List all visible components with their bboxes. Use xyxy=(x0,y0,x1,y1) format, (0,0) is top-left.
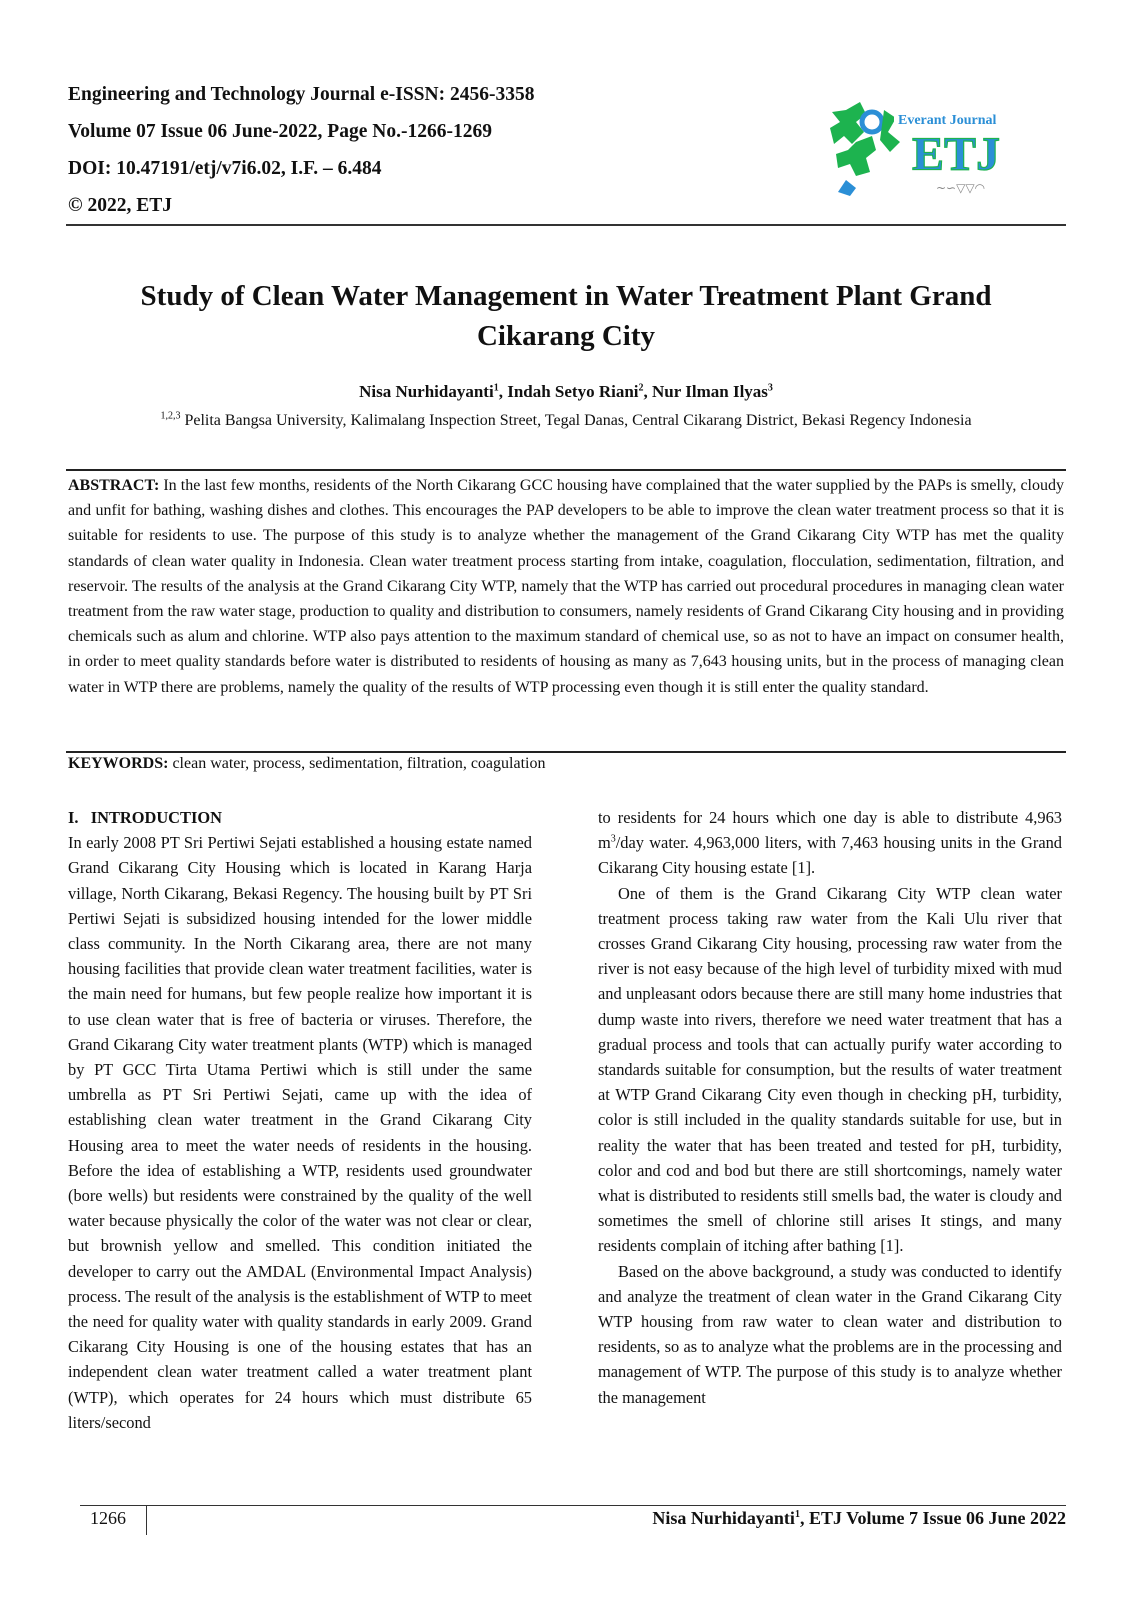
footer-author: Nisa Nurhidayanti xyxy=(652,1508,795,1528)
abstract-label: ABSTRACT: xyxy=(68,477,160,494)
journal-volume-pages: Volume 07 Issue 06 June-2022, Page No.-1266-1269 xyxy=(68,121,492,142)
intro-paragraph-3: Based on the above background, a study was conducted to identify and analyze the treatment of clean water in the Grand Cikarang City WTP housing from raw water to clean water and distribution to residents, so as to analyze what the problems are in the processing and management of WTP. The purpose of this study is to analyze whether the management xyxy=(598,1261,1062,1407)
page-number-separator xyxy=(146,1505,147,1535)
cubic-sup: 3 xyxy=(610,833,616,845)
section-heading-introduction: I. INTRODUCTION xyxy=(68,808,222,827)
abstract-top-rule xyxy=(66,469,1066,471)
logo-main-text: ETJ xyxy=(912,128,1001,181)
affiliation-text: Pelita Bangsa University, Kalimalang Inspection Street, Tegal Danas, Central Cikarang District, Bekasi Regency Indonesia xyxy=(180,412,972,429)
author-separator: , xyxy=(643,382,653,401)
journal-copyright: © 2022, ETJ xyxy=(68,195,172,216)
author-3-sup: 3 xyxy=(767,382,773,394)
journal-name-issn: Engineering and Technology Journal e-ISSN: 2456-3358 xyxy=(68,84,535,105)
abstract-bottom-rule xyxy=(66,751,1066,753)
keywords-text: clean water, process, sedimentation, filtration, coagulation xyxy=(168,755,546,772)
etj-logo xyxy=(826,92,1038,200)
intro-continued-text-b: /day water. 4,963,000 liters, with 7,463 housing units in the Grand Cikarang City housing estate [1]. xyxy=(598,833,1062,878)
affiliation-sup: 1,2,3 xyxy=(160,410,181,422)
journal-doi: DOI: 10.47191/etj/v7i6.02, I.F. – 6.484 xyxy=(68,158,382,179)
abstract xyxy=(68,473,1064,700)
paper-title xyxy=(66,276,1066,356)
footer-sup: 1 xyxy=(794,1509,800,1520)
intro-continued-text-a: to residents for 24 hours which one day is able to distribute 4,963 m xyxy=(598,808,1062,853)
paper-title-line-1: Study of Clean Water Management in Water Treatment Plant Grand xyxy=(140,280,992,312)
author-2-sup: 2 xyxy=(638,382,644,394)
affiliation xyxy=(66,412,1066,430)
keywords-label: KEYWORDS: xyxy=(68,755,169,772)
intro-paragraph-continued xyxy=(598,805,1062,881)
footer-divider xyxy=(80,1505,1066,1506)
author-2-name: Indah Setyo Riani xyxy=(507,382,639,401)
logo-bottom-glyphs: ~∽▽▽◠ xyxy=(936,181,986,195)
footer-journal-info: , ETJ Volume 7 Issue 06 June 2022 xyxy=(799,1508,1066,1528)
header-divider xyxy=(66,224,1066,226)
left-column xyxy=(68,805,532,1435)
author-separator: , xyxy=(498,382,508,401)
author-1-name: Nisa Nurhidayanti xyxy=(359,382,494,401)
intro-paragraph-1: In early 2008 PT Sri Pertiwi Sejati established a housing estate named Grand Cikarang City Housing which is located in Karang Harja village, North Cikarang, Bekasi Regency. The housing built by PT Sri Pertiwi Sejati is subsidized housing intended for the lower middle class community. In the North Cikarang area, there are not many housing facilities that provide clean water treatment facilities, water is the main need for humans, but few people realize how important it is to use clean water that is free of bacteria or viruses. Therefore, the Grand Cikarang City water treatment plants (WTP) which is managed by PT GCC Tirta Utama Pertiwi which is still under the same umbrella as PT Sri Pertiwi Sejati, came up with the idea of establishing clean water treatment in the Grand Cikarang City Housing area to meet the water needs of residents in the housing. Before the idea of establishing a WTP, residents used groundwater (bore wells) but residents were constrained by the quality of the well water because physically the color of the water was not clear or clear, but brownish yellow and smelled. This condition initiated the developer to carry out the AMDAL (Environmental Impact Analysis) process. The result of the analysis is the establishment of WTP to meet the need for quality water with quality standards in early 2009. Grand Cikarang City Housing is one of the housing estates that has an independent clean water treatment called a water treatment plant (WTP), which operates for 24 hours which must distribute 65 liters/second xyxy=(68,833,532,1432)
intro-paragraph-2: One of them is the Grand Cikarang City WTP clean water treatment process taking raw water from the Kali Ulu river that crosses Grand Cikarang City housing, processing raw water from the river is not easy because of the high level of turbidity mixed with mud and unpleasant odors because there are still many home industries that dump waste into rivers, therefore we need water treatment that has a gradual process and tools that can actually purify water according to standards suitable for consumption, but the results of water treatment at WTP Grand Cikarang City even though in checking pH, turbidity, color is still included in the quality standards suitable for use, but in reality the water that has been treated and tested for pH, turbidity, color and cod and bod but there are still shortcomings, namely water what is distributed to residents still smells bad, the water is cloudy and sometimes the smell of chlorine still arises It stings, and many residents complain of itching after bathing [1]. xyxy=(598,883,1062,1256)
page-number: 1266 xyxy=(90,1508,126,1528)
paper-title-line-2: Cikarang City xyxy=(476,320,656,352)
keywords xyxy=(68,755,1064,773)
abstract-text: In the last few months, residents of the North Cikarang GCC housing have complained that the water supplied by the PAPs is smelly, cloudy and unfit for bathing, washing dishes and clothes. This encourages the PAP developers to be able to improve the clean water treatment process so that it is suitable for residents to use. The purpose of this study is to analyze whether the management of the Grand Cikarang City WTP has met the quality standards of clean water quality in Indonesia. Clean water treatment process starting from intake, coagulation, flocculation, sedimentation, filtration, and reservoir. The results of the analysis at the Grand Cikarang City WTP, namely that the WTP has carried out procedural procedures in managing clean water treatment from the raw water stage, production to quality and distribution to consumers, namely residents of Grand Cikarang City housing and in providing chemicals such as alum and chlorine. WTP also pays attention to the maximum standard of chemical use, so as not to have an impact on consumer health, in order to meet quality standards before water is distributed to residents of housing as many as 7,643 housing units, but in the process of managing clean water in WTP there are problems, namely the quality of the results of WTP processing even though it is still enter the quality standard. xyxy=(68,477,1064,696)
running-footer xyxy=(652,1508,1066,1529)
right-column xyxy=(598,805,1062,1410)
journal-header xyxy=(68,76,668,224)
gear-shape-icon xyxy=(830,102,900,196)
author-3-name: Nur Ilman Ilyas xyxy=(652,382,768,401)
paper-authors xyxy=(66,382,1066,402)
author-1-sup: 1 xyxy=(493,382,499,394)
logo-top-text: Everant Journal xyxy=(898,113,997,128)
